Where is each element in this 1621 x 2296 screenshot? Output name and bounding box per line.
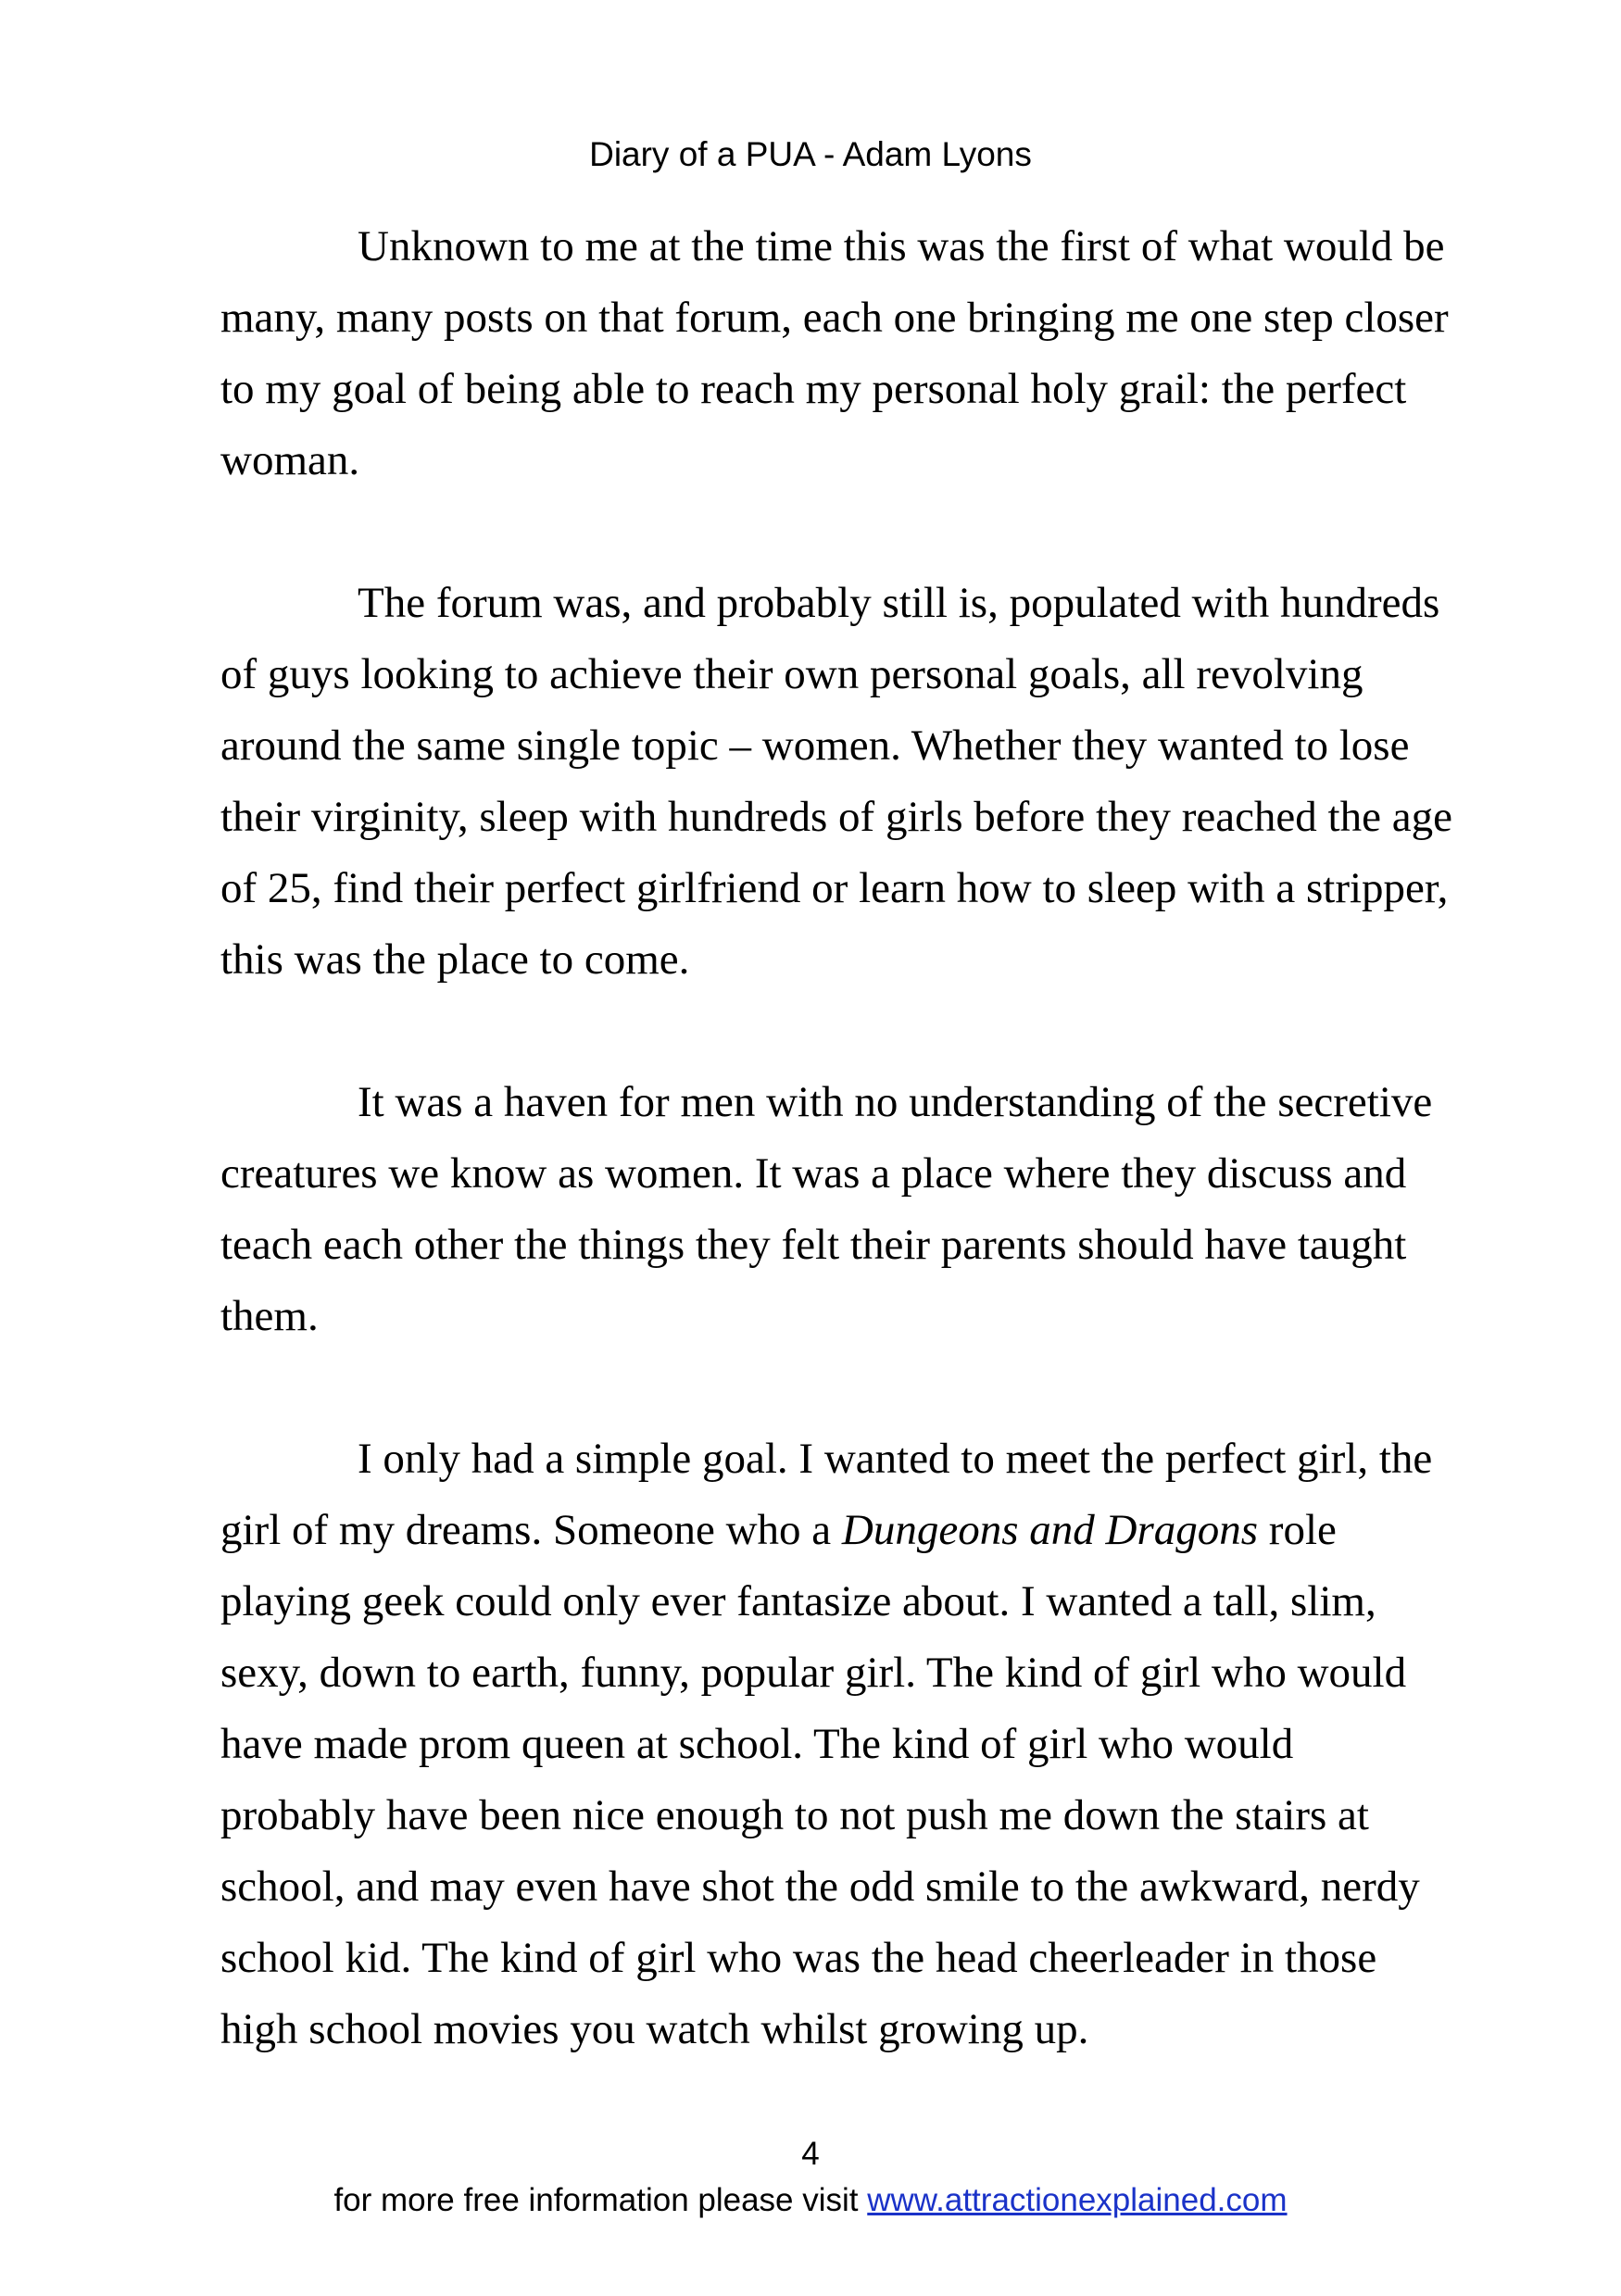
- book-title: Dungeons and Dragons: [841, 1506, 1259, 1554]
- paragraph-1: Unknown to me at the time this was the first of what would be many, many posts on that forum, each one bringing me one step closer to my goal of being able to reach my personal holy grail: the perfect woman.: [220, 222, 1449, 484]
- paragraph-3: It was a haven for men with no understanding of the secretive creatures we know as women. It was a place where they discuss and teach each other the things they felt their parents should have taught them.: [220, 1078, 1433, 1340]
- paragraph-4-after: role playing geek could only ever fantasize about. I wanted a tall, slim, sexy, down to earth, funny, popular girl. The kind of girl who would have made prom queen at school. The kind of girl who would probably have been nice enough to not push me down the stairs at school, and may even have shot the odd smile to the awkward, nerdy school kid. The kind of girl who was the head cheerleader in those high school movies you watch whilst growing up.: [220, 1506, 1420, 2053]
- paragraph-2: The forum was, and probably still is, populated with hundreds of guys looking to achieve their own personal goals, all revolving around the same single topic – women. Whether they wanted to lose their virginity, sleep with hundreds of girls before they reached the age of 25, find their perfect girlfriend or learn how to sleep with a stripper, this was the place to come.: [220, 579, 1452, 984]
- page-number: 4: [801, 2136, 820, 2172]
- website-link[interactable]: www.attractionexplained.com: [867, 2182, 1288, 2218]
- body-text: [220, 211, 1452, 2065]
- running-header: Diary of a PUA - Adam Lyons: [589, 135, 1032, 173]
- footer-prefix: for more free information please visit: [333, 2182, 868, 2218]
- paragraph-4: [220, 1424, 1452, 2065]
- paragraph-4-before: I only had a simple goal. I wanted to meet the perfect girl, the girl of my dreams. Someone who a: [220, 1435, 1433, 1554]
- footer-line: [0, 2184, 1621, 2216]
